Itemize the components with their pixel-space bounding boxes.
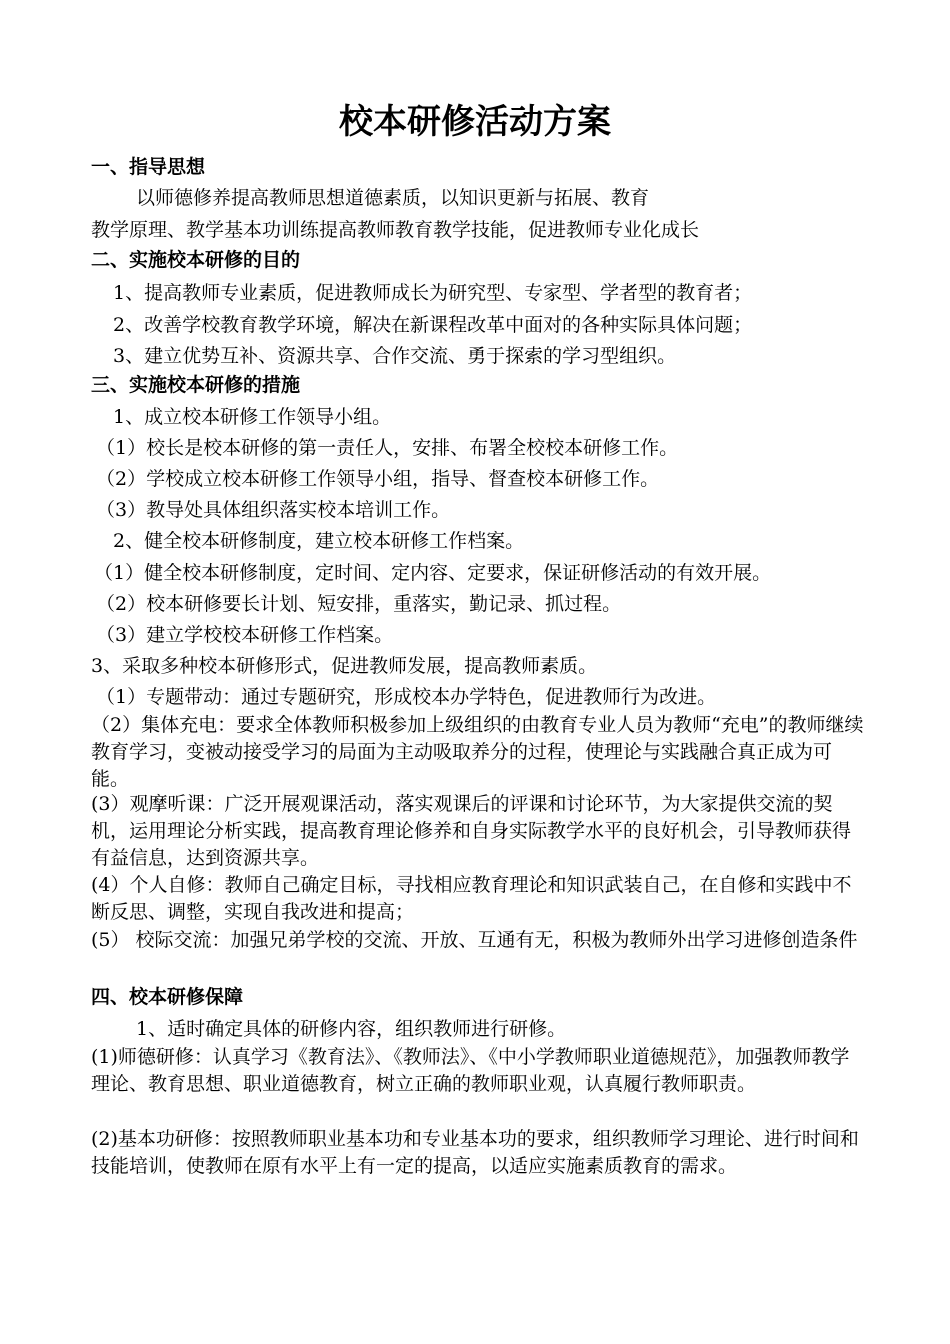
section-3-item-3-sub-5: (5） 校际交流：加强兄弟学校的交流、开放、互通有无，积极为教师外出学习进修创造条件 bbox=[91, 929, 858, 951]
section-4-item-1-sub-1: (1)师德研修：认真学习《教育法》、《教师法》、《中小学教师职业道德规范》，加强教师教学理论、教育思想、职业道德教育，树立正确的教师职业观，认真履行教师职责。 bbox=[91, 1046, 850, 1095]
section-3-item-1: 1、成立校本研修工作领导小组。 bbox=[113, 406, 392, 428]
section-2-heading: 二、实施校本研修的目的 bbox=[91, 249, 301, 271]
section-3-item-3-sub-3: (3）观摩听课：广泛开展观课活动，落实观课后的评课和讨论环节，为大家提供交流的契机，运用理论分析实践，提高教育理论修养和自身实际教学水平的良好机会，引导教师获得有益信息，达到资源共享。 bbox=[91, 793, 852, 869]
section-3-item-1-sub-3: （3）教导处具体组织落实校本培训工作。 bbox=[96, 499, 451, 521]
section-3-item-1-sub-2: （2）学校成立校本研修工作领导小组，指导、督查校本研修工作。 bbox=[96, 468, 660, 490]
section-3-item-3: 3、采取多种校本研修形式，促进教师发展，提高教师素质。 bbox=[91, 655, 598, 677]
section-1-heading: 一、指导思想 bbox=[91, 156, 206, 178]
section-4-item-1: 1、适时确定具体的研修内容，组织教师进行研修。 bbox=[136, 1018, 567, 1040]
section-3-item-2-sub-3: （3）建立学校校本研修工作档案。 bbox=[96, 624, 394, 646]
section-4-item-1-sub-2: (2)基本功研修：按照教师职业基本功和专业基本功的要求，组织教师学习理论、进行时间和技能培训，使教师在原有水平上有一定的提高，以适应实施素质教育的需求。 bbox=[91, 1128, 859, 1177]
section-3-heading: 三、实施校本研修的措施 bbox=[91, 374, 301, 396]
section-1-paragraph-line-2: 教学原理、教学基本功训练提高教师教育教学技能，促进教师专业化成长 bbox=[91, 219, 700, 241]
section-2-item-3: 3、建立优势互补、资源共享、合作交流、勇于探索的学习型组织。 bbox=[113, 345, 677, 367]
section-2-item-1: 1、提高教师专业素质，促进教师成长为研究型、专家型、学者型的教育者； bbox=[113, 282, 753, 304]
section-2-item-2: 2、改善学校教育教学环境，解决在新课程改革中面对的各种实际具体问题； bbox=[113, 314, 753, 336]
section-4-heading: 四、校本研修保障 bbox=[91, 986, 244, 1008]
section-3-item-3-sub-1: （1）专题带动：通过专题研究，形成校本办学特色，促进教师行为改进。 bbox=[96, 686, 717, 708]
section-1-paragraph-line-1: 以师德修养提高教师思想道德素质，以知识更新与拓展、教育 bbox=[136, 187, 650, 209]
section-3-item-2: 2、健全校本研修制度，建立校本研修工作档案。 bbox=[113, 530, 525, 552]
section-3-item-2-sub-2: （2）校本研修要长计划、短安排，重落实，勤记录、抓过程。 bbox=[96, 593, 622, 615]
section-3-item-2-sub-1: （1）健全校本研修制度，定时间、定内容、定要求，保证研修活动的有效开展。 bbox=[94, 562, 772, 584]
document-title: 校本研修活动方案 bbox=[339, 102, 611, 142]
section-3-item-3-sub-4: (4）个人自修：教师自己确定目标，寻找相应教育理论和知识武装自己，在自修和实践中不断反思、调整，实现自我改进和提高； bbox=[91, 874, 852, 923]
section-3-item-1-sub-1: （1）校长是校本研修的第一责任人，安排、布署全校校本研修工作。 bbox=[96, 437, 679, 459]
section-3-item-3-sub-2: （2）集体充电：要求全体教师积极参加上级组织的由教育专业人员为教师“充电”的教师继续教育学习，变被动接受学习的局面为主动吸取养分的过程，使理论与实践融合真正成为可能。 bbox=[91, 714, 864, 790]
